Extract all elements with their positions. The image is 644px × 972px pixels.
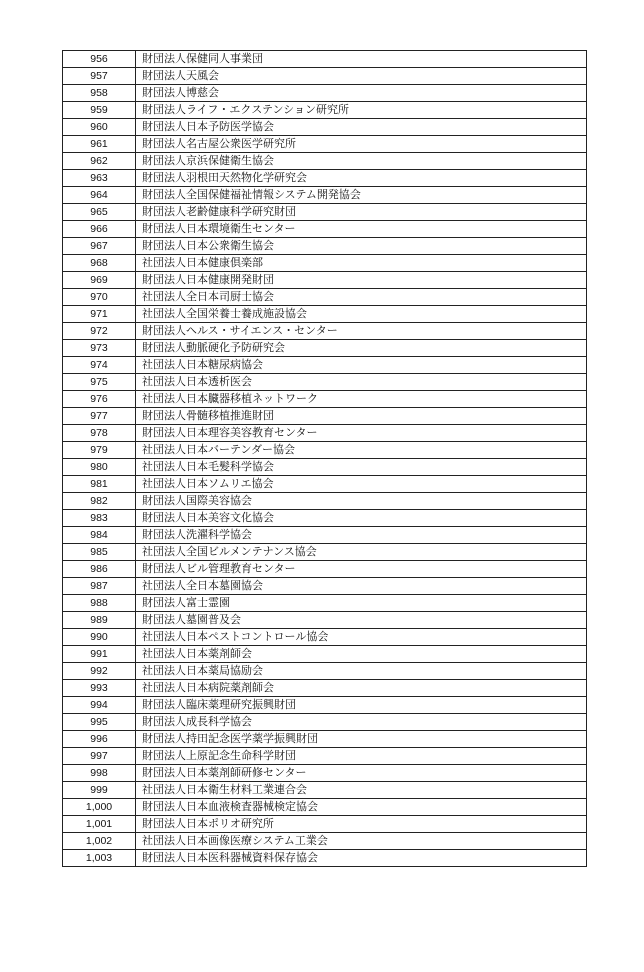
table-row	[63, 833, 587, 850]
organization-name-cell: 社団法人日本健康倶楽部	[136, 255, 587, 272]
table-row	[63, 323, 587, 340]
table-row	[63, 68, 587, 85]
organization-name-cell: 財団法人持田記念医学薬学振興財団	[136, 731, 587, 748]
row-number-cell: 971	[63, 306, 136, 323]
table-row	[63, 374, 587, 391]
row-number-cell: 970	[63, 289, 136, 306]
row-number-cell: 979	[63, 442, 136, 459]
organization-name-cell: 財団法人上原記念生命科学財団	[136, 748, 587, 765]
table-row	[63, 255, 587, 272]
row-number-cell: 991	[63, 646, 136, 663]
row-number-cell: 982	[63, 493, 136, 510]
row-number-cell: 975	[63, 374, 136, 391]
row-number-cell: 1,001	[63, 816, 136, 833]
table-row	[63, 714, 587, 731]
table-row	[63, 306, 587, 323]
organization-name-cell: 財団法人羽根田天然物化学研究会	[136, 170, 587, 187]
row-number-cell: 998	[63, 765, 136, 782]
organization-name-cell: 財団法人日本美容文化協会	[136, 510, 587, 527]
table-row	[63, 425, 587, 442]
organization-name-cell: 財団法人京浜保健衛生協会	[136, 153, 587, 170]
organization-name-cell: 社団法人日本ソムリエ協会	[136, 476, 587, 493]
organization-name-cell: 財団法人全国保健福祉情報システム開発協会	[136, 187, 587, 204]
organization-list-table	[62, 50, 587, 867]
row-number-cell: 960	[63, 119, 136, 136]
organization-name-cell: 財団法人老齢健康科学研究財団	[136, 204, 587, 221]
organization-name-cell: 社団法人全日本司厨士協会	[136, 289, 587, 306]
organization-name-cell: 財団法人日本血液検査器械検定協会	[136, 799, 587, 816]
row-number-cell: 980	[63, 459, 136, 476]
row-number-cell: 1,003	[63, 850, 136, 867]
row-number-cell: 962	[63, 153, 136, 170]
organization-name-cell: 社団法人全国ビルメンテナンス協会	[136, 544, 587, 561]
row-number-cell: 978	[63, 425, 136, 442]
organization-name-cell: 財団法人臨床薬理研究振興財団	[136, 697, 587, 714]
row-number-cell: 986	[63, 561, 136, 578]
organization-name-cell: 財団法人富士霊園	[136, 595, 587, 612]
table-row	[63, 510, 587, 527]
row-number-cell: 995	[63, 714, 136, 731]
organization-name-cell: 社団法人日本バーテンダー協会	[136, 442, 587, 459]
organization-name-cell: 財団法人成長科学協会	[136, 714, 587, 731]
row-number-cell: 983	[63, 510, 136, 527]
row-number-cell: 967	[63, 238, 136, 255]
organization-name-cell: 財団法人天風会	[136, 68, 587, 85]
table-row	[63, 391, 587, 408]
table-row	[63, 748, 587, 765]
organization-name-cell: 社団法人日本糖尿病協会	[136, 357, 587, 374]
organization-name-cell: 財団法人動脈硬化予防研究会	[136, 340, 587, 357]
table-row	[63, 408, 587, 425]
table-row	[63, 816, 587, 833]
table-row	[63, 289, 587, 306]
table-row	[63, 85, 587, 102]
row-number-cell: 963	[63, 170, 136, 187]
row-number-cell: 993	[63, 680, 136, 697]
organization-name-cell: 社団法人日本衛生材料工業連合会	[136, 782, 587, 799]
organization-name-cell: 社団法人日本薬局協励会	[136, 663, 587, 680]
row-number-cell: 981	[63, 476, 136, 493]
row-number-cell: 957	[63, 68, 136, 85]
row-number-cell: 965	[63, 204, 136, 221]
row-number-cell: 1,000	[63, 799, 136, 816]
row-number-cell: 994	[63, 697, 136, 714]
row-number-cell: 996	[63, 731, 136, 748]
table-row	[63, 187, 587, 204]
table-row	[63, 612, 587, 629]
row-number-cell: 973	[63, 340, 136, 357]
organization-name-cell: 財団法人日本公衆衛生協会	[136, 238, 587, 255]
organization-name-cell: 財団法人洗濯科学協会	[136, 527, 587, 544]
table-row	[63, 595, 587, 612]
organization-name-cell: 財団法人日本医科器械資料保存協会	[136, 850, 587, 867]
table-body	[63, 51, 587, 867]
row-number-cell: 997	[63, 748, 136, 765]
table-row	[63, 782, 587, 799]
organization-name-cell: 財団法人国際美容協会	[136, 493, 587, 510]
row-number-cell: 969	[63, 272, 136, 289]
organization-name-cell: 社団法人日本画像医療システム工業会	[136, 833, 587, 850]
organization-name-cell: 財団法人骨髄移植推進財団	[136, 408, 587, 425]
row-number-cell: 977	[63, 408, 136, 425]
table-row	[63, 357, 587, 374]
table-row	[63, 629, 587, 646]
table-row	[63, 221, 587, 238]
table-row	[63, 544, 587, 561]
row-number-cell: 968	[63, 255, 136, 272]
organization-name-cell: 財団法人ビル管理教育センター	[136, 561, 587, 578]
table-row	[63, 51, 587, 68]
table-row	[63, 459, 587, 476]
organization-name-cell: 財団法人日本健康開発財団	[136, 272, 587, 289]
table-row	[63, 799, 587, 816]
organization-name-cell: 財団法人墓園普及会	[136, 612, 587, 629]
row-number-cell: 956	[63, 51, 136, 68]
row-number-cell: 974	[63, 357, 136, 374]
organization-name-cell: 社団法人日本ペストコントロール協会	[136, 629, 587, 646]
row-number-cell: 964	[63, 187, 136, 204]
table-row	[63, 272, 587, 289]
row-number-cell: 966	[63, 221, 136, 238]
table-row	[63, 697, 587, 714]
row-number-cell: 990	[63, 629, 136, 646]
row-number-cell: 961	[63, 136, 136, 153]
organization-name-cell: 財団法人日本予防医学協会	[136, 119, 587, 136]
row-number-cell: 976	[63, 391, 136, 408]
table-row	[63, 765, 587, 782]
row-number-cell: 959	[63, 102, 136, 119]
table-row	[63, 442, 587, 459]
table-row	[63, 578, 587, 595]
table-row	[63, 663, 587, 680]
table-row	[63, 170, 587, 187]
table-row	[63, 527, 587, 544]
organization-name-cell: 財団法人博慈会	[136, 85, 587, 102]
row-number-cell: 984	[63, 527, 136, 544]
organization-name-cell: 財団法人日本ポリオ研究所	[136, 816, 587, 833]
table-row	[63, 153, 587, 170]
organization-name-cell: 社団法人日本透析医会	[136, 374, 587, 391]
table-row	[63, 850, 587, 867]
row-number-cell: 988	[63, 595, 136, 612]
table-row	[63, 119, 587, 136]
organization-name-cell: 社団法人日本毛髪科学協会	[136, 459, 587, 476]
row-number-cell: 989	[63, 612, 136, 629]
table-row	[63, 561, 587, 578]
table-row	[63, 102, 587, 119]
organization-name-cell: 財団法人日本環境衛生センター	[136, 221, 587, 238]
organization-name-cell: 財団法人日本薬剤師研修センター	[136, 765, 587, 782]
table-row	[63, 136, 587, 153]
organization-name-cell: 社団法人日本臓器移植ネットワーク	[136, 391, 587, 408]
table-row	[63, 680, 587, 697]
organization-name-cell: 財団法人保健同人事業団	[136, 51, 587, 68]
organization-name-cell: 社団法人全国栄養士養成施設協会	[136, 306, 587, 323]
organization-name-cell: 社団法人日本病院薬剤師会	[136, 680, 587, 697]
organization-name-cell: 財団法人ライフ・エクステンション研究所	[136, 102, 587, 119]
table-row	[63, 476, 587, 493]
row-number-cell: 958	[63, 85, 136, 102]
table-row	[63, 646, 587, 663]
table-row	[63, 731, 587, 748]
organization-name-cell: 社団法人日本薬剤師会	[136, 646, 587, 663]
table-row	[63, 204, 587, 221]
row-number-cell: 987	[63, 578, 136, 595]
row-number-cell: 1,002	[63, 833, 136, 850]
row-number-cell: 972	[63, 323, 136, 340]
row-number-cell: 999	[63, 782, 136, 799]
table-row	[63, 493, 587, 510]
table-row	[63, 340, 587, 357]
organization-name-cell: 財団法人名古屋公衆医学研究所	[136, 136, 587, 153]
organization-name-cell: 社団法人全日本墓園協会	[136, 578, 587, 595]
organization-name-cell: 財団法人ヘルス・サイエンス・センター	[136, 323, 587, 340]
table-row	[63, 238, 587, 255]
row-number-cell: 985	[63, 544, 136, 561]
organization-name-cell: 財団法人日本理容美容教育センター	[136, 425, 587, 442]
row-number-cell: 992	[63, 663, 136, 680]
